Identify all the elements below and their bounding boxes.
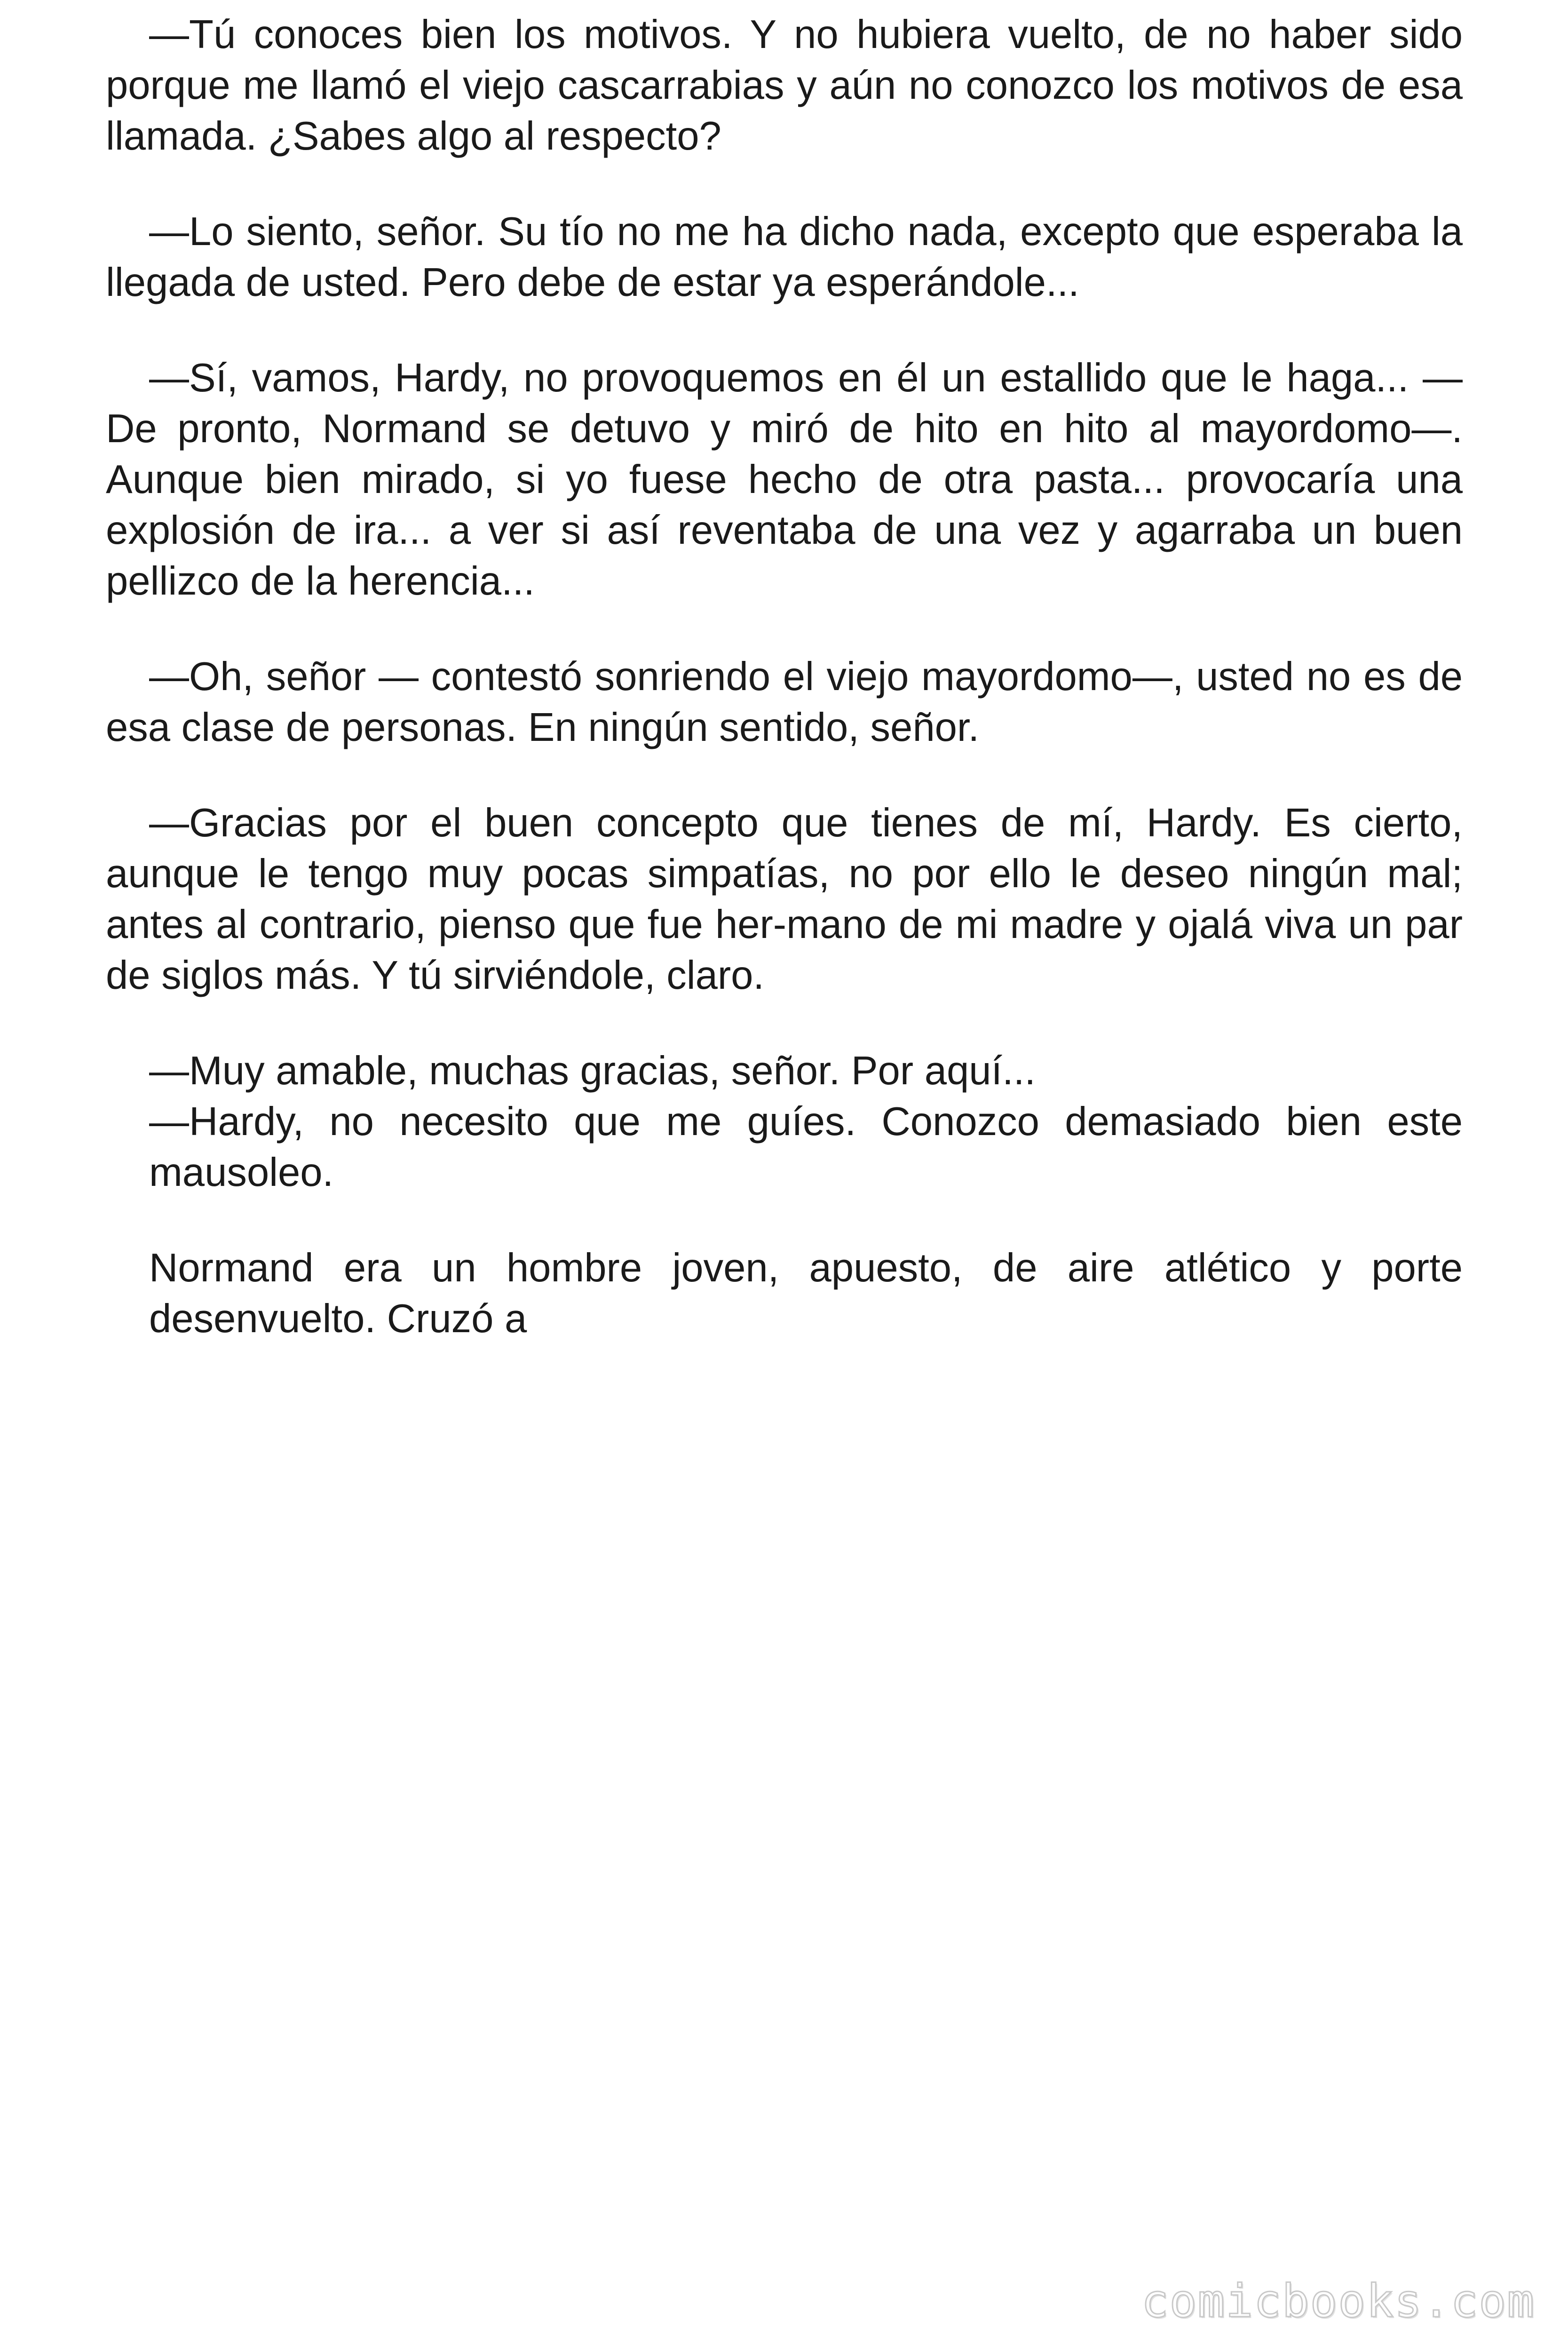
watermark-text: comicbooks.com (1141, 2275, 1535, 2328)
text-body (106, 9, 1463, 1389)
paragraph-2: —Lo siento, señor. Su tío no me ha dicho nada, excepto que esperaba la llegada de usted. Pero debe de estar ya esperándole... (106, 209, 1463, 305)
paragraph-7: —Hardy, no necesito que me guíes. Conozco demasiado bien este mausoleo. (149, 1099, 1463, 1195)
paragraph-4: —Oh, señor — contestó sonriendo el viejo mayordomo—, usted no es de esa clase de personas. En ningún sentido, señor. (106, 654, 1463, 750)
paragraph-1: —Tú conoces bien los motivos. Y no hubiera vuelto, de no haber sido porque me llamó el viejo cascarrabias y aún no conozco los motivos de esa llamada. ¿Sabes algo al respecto? (106, 12, 1463, 159)
paragraph-3: —Sí, vamos, Hardy, no provoquemos en él un estallido que le haga... —De pronto, Normand se detuvo y miró de hito en hito al mayordomo—. Aunque bien mirado, si yo fuese hecho de otra pasta... provocaría una explosión de ira... a ver si así reventaba de una vez y agarraba un buen pellizco de la herencia... (106, 356, 1463, 604)
paragraph-8: Normand era un hombre joven, apuesto, de aire atlético y porte desenvuelto. Cruzó a (149, 1246, 1463, 1341)
paragraph-6: —Muy amable, muchas gracias, señor. Por aquí... (149, 1049, 1036, 1093)
paragraph-5: —Gracias por el buen concepto que tienes de mí, Hardy. Es cierto, aunque le tengo muy pocas simpatías, no por ello le deseo ningún mal; antes al contrario, pienso que fue her-mano de mi madre y ojalá viva un par de siglos más. Y tú sirviéndole, claro. (106, 801, 1463, 998)
